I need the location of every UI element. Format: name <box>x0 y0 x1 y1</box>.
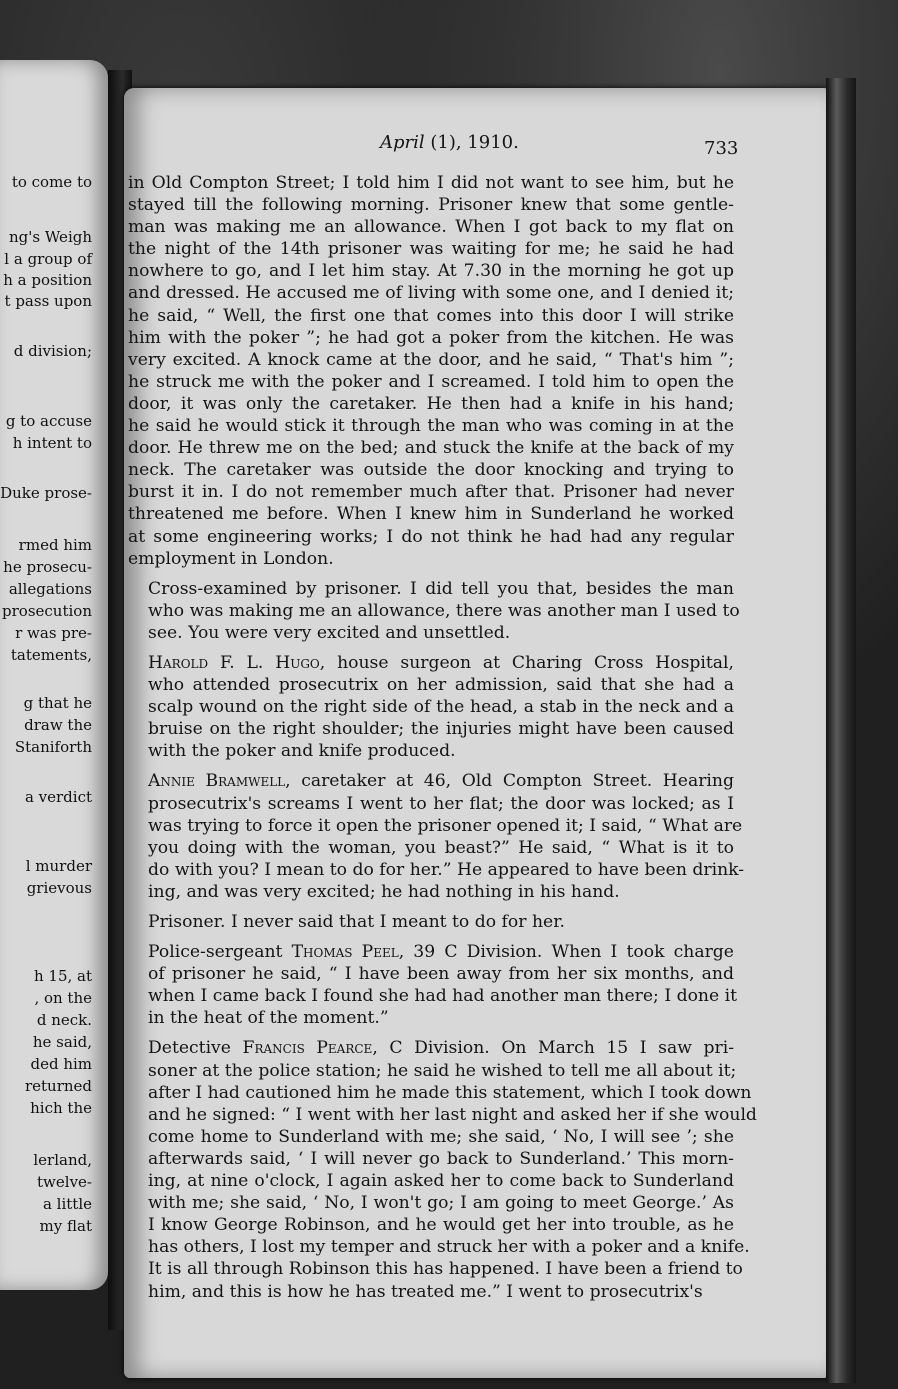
left-page-line: grievous <box>26 879 92 897</box>
text-line: neck. The caretaker was outside the door knocking and trying to <box>128 460 734 481</box>
left-page-line: he prosecu- <box>3 558 92 576</box>
page-body-text <box>128 172 757 1303</box>
speaker-prefix: Detective <box>148 1038 243 1059</box>
left-page-line: h a position <box>3 271 92 289</box>
left-page-line: lerland, <box>33 1151 92 1169</box>
text-line: with me; she said, ‘ No, I won't go; I am going to meet George.’ As <box>148 1193 734 1214</box>
left-page-line: g to accuse <box>5 412 92 430</box>
left-page-line: ded him <box>30 1055 92 1073</box>
text-line: he said, “ Well, the first one that comes into this door I will strike <box>128 305 734 326</box>
page-number: 733 <box>704 138 739 159</box>
witness-name: Harold F. L. Hugo <box>148 652 320 673</box>
left-page-line: a little <box>42 1195 92 1213</box>
text-line: him with the poker ”; he had got a poker from the kitchen. He was <box>128 327 734 348</box>
left-page-line: allegations <box>8 580 92 598</box>
text-line: door. He threw me on the bed; and stuck the knife at the back of my <box>128 438 734 459</box>
text-line: he struck me with the poker and I screamed. I told him to open the <box>128 371 734 392</box>
left-page-line: , on the <box>34 989 92 1007</box>
paragraph <box>128 911 734 933</box>
text-line: afterwards said, ‘ I will never go back to Sunderland.’ This morn- <box>148 1148 734 1169</box>
left-page-line: rmed him <box>18 536 92 554</box>
left-page-line: draw the <box>24 716 92 734</box>
witness-name: Annie Bramwell <box>148 771 286 792</box>
text-line: bruise on the right shoulder; the injuries might have been caused <box>148 719 734 740</box>
left-page-line: Staniforth <box>14 738 92 756</box>
left-page-line: Duke prose- <box>0 484 92 502</box>
text-line: with the poker and knife produced. <box>148 741 456 762</box>
line-text: , 39 C Division. When I took charge <box>398 942 734 963</box>
text-line: and dressed. He accused me of living with some one, and I denied it; <box>128 283 734 304</box>
text-line <box>128 652 734 674</box>
paragraph <box>128 172 734 570</box>
text-line: do with you? I mean to do for her.” He appeared to have been drink- <box>148 859 745 880</box>
text-line: and he signed: “ I went with her last night and asked her if she would <box>148 1104 757 1125</box>
text-line: the night of the 14th prisoner was waiting for me; he said he had <box>128 239 734 260</box>
line-text: , house surgeon at Charing Cross Hospital, <box>319 652 734 673</box>
text-line: after I had cautioned him he made this statement, which I took down <box>148 1082 752 1103</box>
paragraph <box>128 941 738 1029</box>
left-page-line: h intent to <box>12 434 92 452</box>
text-line: in the heat of the moment.” <box>148 1008 389 1029</box>
text-line: when I came back I found she had had another man there; I done it <box>148 986 738 1007</box>
left-facing-page <box>0 60 108 1290</box>
text-line: prosecutrix's screams I went to her flat; the door was locked; as I <box>148 793 734 814</box>
text-line: scalp wound on the right side of the head, a stab in the neck and a <box>148 697 734 718</box>
left-page-line: tatements, <box>10 646 92 664</box>
text-line: burst it in. I do not remember much after that. Prisoner had never <box>128 482 734 503</box>
witness-name: Francis Pearce <box>242 1038 373 1059</box>
text-line: you doing with the woman, you beast?” He said, “ What is it to <box>148 837 734 858</box>
left-page-line: my flat <box>39 1217 92 1235</box>
text-line: door, it was only the caretaker. He then had a knife in his hand; <box>128 393 734 414</box>
text-line <box>128 941 734 963</box>
paragraph <box>128 770 745 903</box>
text-line: who attended prosecutrix on her admission, said that she had a <box>148 675 734 696</box>
text-line: man was making me an allowance. When I got back to my flat on <box>128 217 734 238</box>
left-page-line: returned <box>24 1077 92 1095</box>
left-page-line: prosecution <box>2 602 92 620</box>
running-head-date: (1), 1910. <box>424 132 519 153</box>
paragraph <box>128 652 734 762</box>
text-line: Prisoner. I never said that I meant to do for her. <box>148 912 565 932</box>
left-page-line: ng's Weigh <box>9 228 92 246</box>
text-line: I know George Robinson, and he would get her into trouble, as he <box>148 1215 734 1236</box>
page-edge-stack <box>826 78 856 1383</box>
text-line: in Old Compton Street; I told him I did not want to see him, but he <box>128 173 734 193</box>
text-line: threatened me before. When I knew him in Sunderland he worked <box>128 504 734 525</box>
text-line: employment in London. <box>128 548 334 569</box>
text-line: see. You were very excited and unsettled. <box>148 622 511 643</box>
line-text: , caretaker at 46, Old Compton Street. Hearing <box>285 771 734 792</box>
witness-name: Thomas Peel <box>291 942 399 963</box>
left-page-line: twelve- <box>37 1173 92 1191</box>
text-line: has others, I lost my temper and struck her with a poker and a knife. <box>148 1237 750 1258</box>
left-page-line: a verdict <box>24 788 92 806</box>
text-line: very excited. A knock came at the door, and he said, “ That's him ”; <box>128 349 734 370</box>
text-line: It is all through Robinson this has happened. I have been a friend to <box>148 1259 743 1280</box>
left-page-line: h 15, at <box>33 967 92 985</box>
left-page-line: l a group of <box>4 250 92 268</box>
text-line <box>128 770 734 792</box>
running-head <box>380 132 519 153</box>
text-line: he said he would stick it through the man who was coming in at the <box>128 416 734 437</box>
left-page-line: hich the <box>30 1099 92 1117</box>
text-line: him, and this is how he has treated me.” I went to prosecutrix's <box>148 1281 703 1302</box>
speaker-prefix: Police-sergeant <box>148 942 292 963</box>
left-page-line: r was pre- <box>15 624 92 642</box>
left-page-line: d division; <box>13 342 92 360</box>
paragraph <box>128 1037 757 1302</box>
text-line: stayed till the following morning. Prisoner knew that some gentle- <box>128 195 734 216</box>
text-line: was trying to force it open the prisoner opened it; I said, “ What are <box>148 815 743 836</box>
paragraph <box>128 578 740 644</box>
text-line: nowhere to go, and I let him stay. At 7.30 in the morning he got up <box>128 261 734 282</box>
left-page-line: d neck. <box>36 1011 92 1029</box>
text-line: of prisoner he said, “ I have been away from her six months, and <box>148 964 734 985</box>
line-text: , C Division. On March 15 I saw pri- <box>372 1038 735 1059</box>
text-line: come home to Sunderland with me; she said, ‘ No, I will see ’; she <box>148 1126 734 1147</box>
text-line: who was making me an allowance, there was another man I used to <box>148 600 740 621</box>
text-line: Cross-examined by prisoner. I did tell you that, besides the man <box>148 578 734 599</box>
text-line: ing, at nine o'clock, I again asked her to come back to Sunderland <box>148 1171 734 1192</box>
text-line <box>128 1037 734 1059</box>
running-head-month: April <box>380 132 425 153</box>
left-page-line: t pass upon <box>4 292 92 310</box>
text-line: ing, and was very excited; he had nothing in his hand. <box>148 881 620 902</box>
left-page-line: l murder <box>25 857 92 875</box>
text-line: soner at the police station; he said he wished to tell me all about it; <box>148 1060 737 1081</box>
text-line: at some engineering works; I do not think he had had any regular <box>128 526 734 547</box>
left-page-line: to come to <box>11 173 92 191</box>
left-page-line: he said, <box>32 1033 92 1051</box>
left-page-line: g that he <box>23 694 92 712</box>
